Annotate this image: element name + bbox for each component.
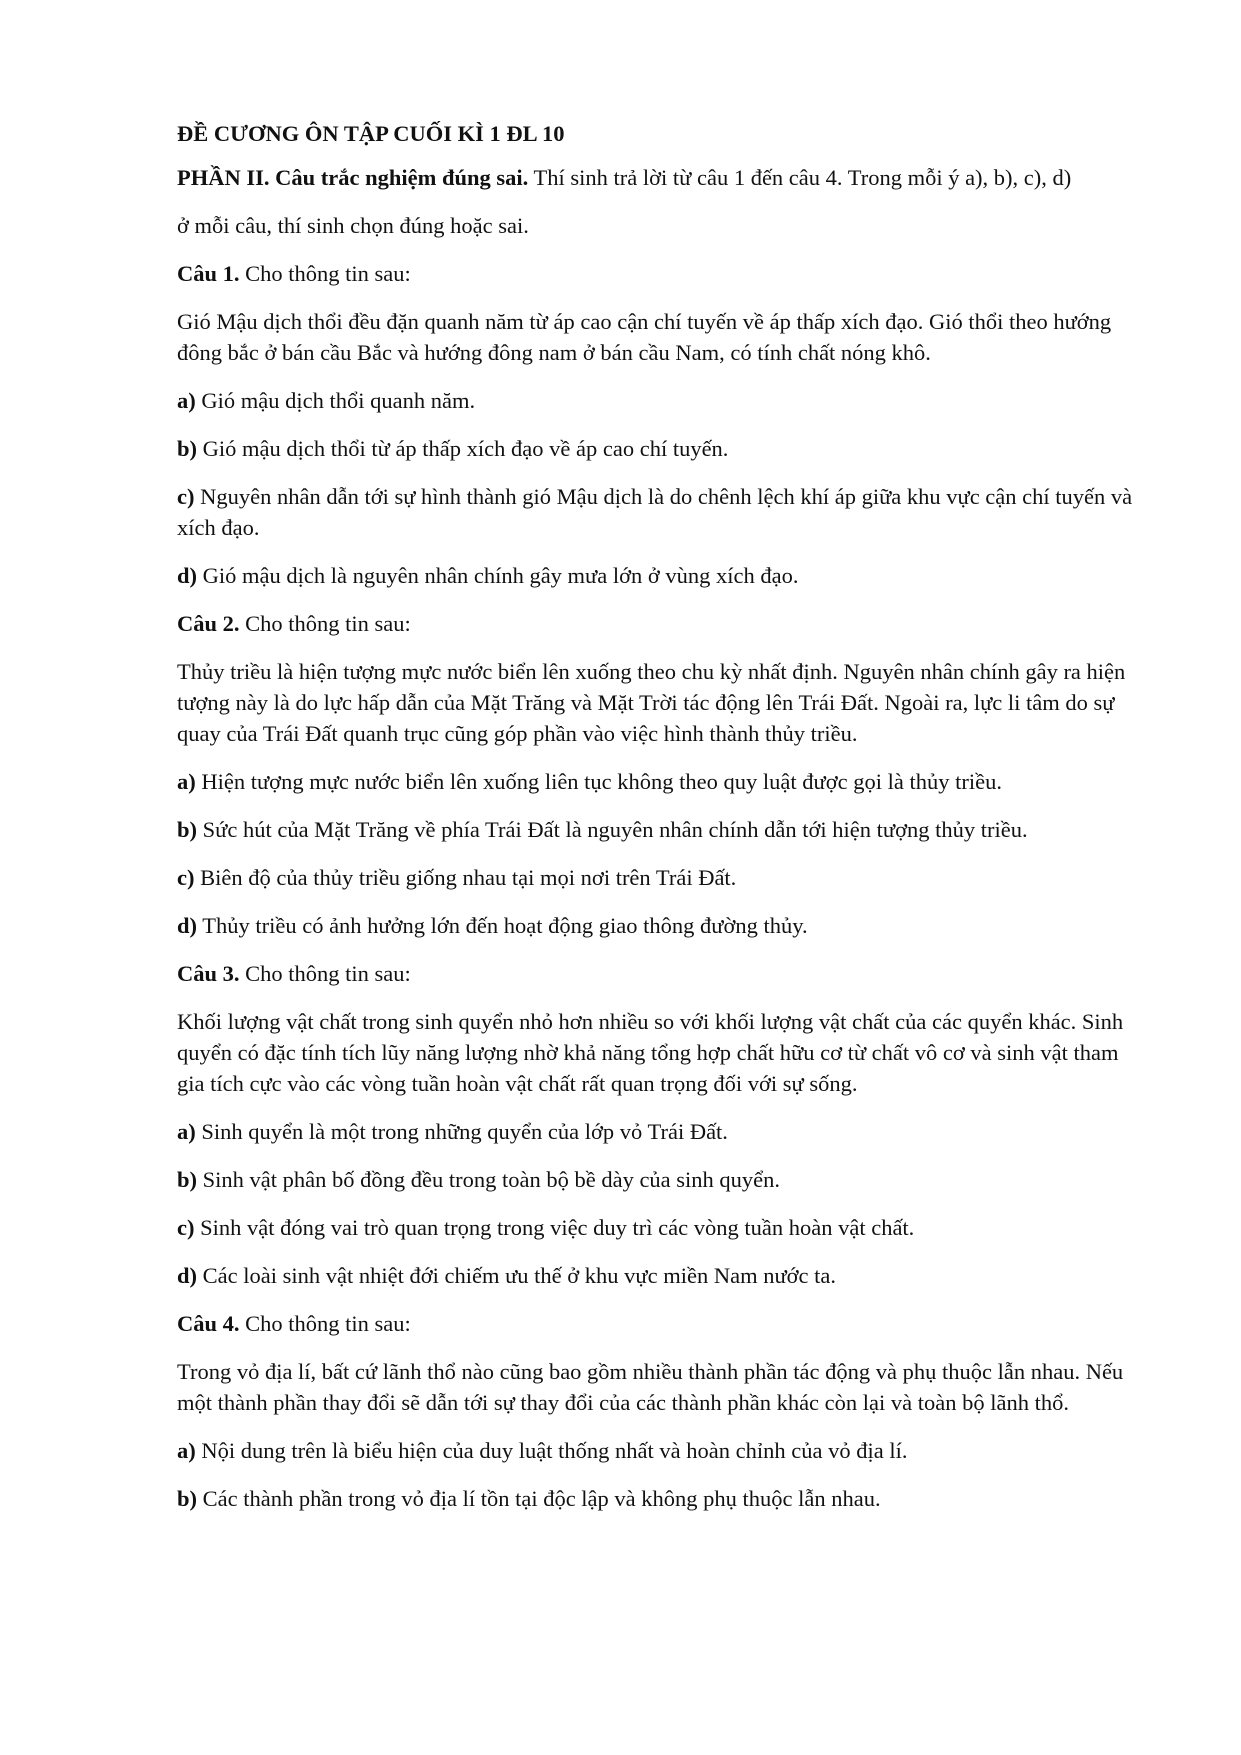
answer-item: [177, 385, 1147, 416]
answer-key: c): [177, 865, 195, 890]
answer-item: [177, 862, 1147, 893]
answer-key: c): [177, 1215, 195, 1240]
answer-item: [177, 910, 1147, 941]
question-label: Câu 2.: [177, 611, 240, 636]
answer-key: d): [177, 563, 198, 588]
question-label: Câu 1.: [177, 261, 240, 286]
answer-key: d): [177, 1263, 198, 1288]
answer-item: [177, 1164, 1147, 1195]
answer-key: a): [177, 1438, 196, 1463]
answer-key: a): [177, 1119, 196, 1144]
answer-text: Sinh quyển là một trong những quyển của lớp vỏ Trái Đất.: [195, 1119, 728, 1144]
answer-item: [177, 766, 1147, 797]
answer-text: Sinh vật phân bố đồng đều trong toàn bộ bề dày của sinh quyển.: [197, 1167, 781, 1192]
document-title: ĐỀ CƯƠNG ÔN TẬP CUỐI KÌ 1 ĐL 10: [177, 121, 565, 146]
answer-item: [177, 1435, 1147, 1466]
answer-item: [177, 433, 1147, 464]
answer-text: Biên độ của thủy triều giống nhau tại mọi nơi trên Trái Đất.: [194, 865, 737, 890]
answer-text: Gió mậu dịch là nguyên nhân chính gây mưa lớn ở vùng xích đạo.: [197, 563, 799, 588]
part-heading-paragraph: [177, 162, 1147, 193]
question-heading: [177, 1308, 1147, 1339]
answer-key: d): [177, 913, 198, 938]
question-label: Câu 3.: [177, 961, 240, 986]
part-heading: PHẦN II. Câu trắc nghiệm đúng sai.: [177, 165, 529, 190]
answer-item: [177, 1212, 1147, 1243]
question-prompt: Cho thông tin sau:: [239, 261, 411, 286]
answer-key: b): [177, 436, 198, 461]
part-instruction: Thí sinh trả lời từ câu 1 đến câu 4. Trong mỗi ý a), b), c), d): [528, 165, 1072, 190]
question-heading: [177, 258, 1147, 289]
answer-text: Các thành phần trong vỏ địa lí tồn tại độc lập và không phụ thuộc lẫn nhau.: [197, 1486, 881, 1511]
answer-text: Hiện tượng mực nước biển lên xuống liên tục không theo quy luật được gọi là thủy triều.: [195, 769, 1002, 794]
answer-key: a): [177, 769, 196, 794]
question-heading: [177, 608, 1147, 639]
answer-key: b): [177, 1167, 198, 1192]
answer-key: b): [177, 1486, 198, 1511]
answer-text: Gió mậu dịch thổi từ áp thấp xích đạo về áp cao chí tuyến.: [197, 436, 729, 461]
answer-item: [177, 1483, 1147, 1514]
question-passage: Thủy triều là hiện tượng mực nước biển lên xuống theo chu kỳ nhất định. Nguyên nhân chính gây ra hiện tượng này là do lực hấp dẫn của Mặt Trăng và Mặt Trời tác động lên Trái Đất. Ngoài ra, lực li tâm do sự quay của Trái Đất quanh trục cũng góp phần vào việc hình thành thủy triều.: [177, 659, 1126, 746]
answer-key: b): [177, 817, 198, 842]
answer-key: a): [177, 388, 196, 413]
question-passage: Khối lượng vật chất trong sinh quyển nhỏ hơn nhiều so với khối lượng vật chất của các quyển khác. Sinh quyển có đặc tính tích lũy năng lượng nhờ khả năng tổng hợp chất hữu cơ từ chất vô cơ và sinh vật tham gia tích cực vào các vòng tuần hoàn vật chất rất quan trọng đối với sự sống.: [177, 1009, 1124, 1096]
answer-item: [177, 1116, 1147, 1147]
answer-text: Thủy triều có ảnh hưởng lớn đến hoạt động giao thông đường thủy.: [197, 913, 808, 938]
question-prompt: Cho thông tin sau:: [239, 961, 411, 986]
answer-item: [177, 814, 1147, 845]
document-page: [177, 118, 1147, 1531]
part-instruction-continued: ở mỗi câu, thí sinh chọn đúng hoặc sai.: [177, 213, 529, 238]
answer-text: Sinh vật đóng vai trò quan trọng trong việc duy trì các vòng tuần hoàn vật chất.: [194, 1215, 915, 1240]
question-prompt: Cho thông tin sau:: [239, 1311, 411, 1336]
answer-text: Gió mậu dịch thổi quanh năm.: [195, 388, 476, 413]
answer-item: [177, 481, 1147, 543]
answer-text: Các loài sinh vật nhiệt đới chiếm ưu thế ở khu vực miền Nam nước ta.: [197, 1263, 837, 1288]
question-passage: Gió Mậu dịch thổi đều đặn quanh năm từ áp cao cận chí tuyến về áp thấp xích đạo. Gió thổi theo hướng đông bắc ở bán cầu Bắc và hướng đông nam ở bán cầu Nam, có tính chất nóng khô.: [177, 309, 1112, 365]
answer-key: c): [177, 484, 195, 509]
question-passage: Trong vỏ địa lí, bất cứ lãnh thổ nào cũng bao gồm nhiều thành phần tác động và phụ thuộc lẫn nhau. Nếu một thành phần thay đổi sẽ dẫn tới sự thay đổi của các thành phần khác còn lại và toàn bộ lãnh thổ.: [177, 1359, 1124, 1415]
question-prompt: Cho thông tin sau:: [239, 611, 411, 636]
answer-text: Nội dung trên là biểu hiện của duy luật thống nhất và hoàn chỉnh của vỏ địa lí.: [195, 1438, 908, 1463]
question-heading: [177, 958, 1147, 989]
answer-text: Nguyên nhân dẫn tới sự hình thành gió Mậu dịch là do chênh lệch khí áp giữa khu vực cận chí tuyến và xích đạo.: [177, 484, 1133, 540]
answer-item: [177, 1260, 1147, 1291]
question-label: Câu 4.: [177, 1311, 240, 1336]
answer-item: [177, 560, 1147, 591]
answer-text: Sức hút của Mặt Trăng về phía Trái Đất là nguyên nhân chính dẫn tới hiện tượng thủy triều.: [197, 817, 1028, 842]
